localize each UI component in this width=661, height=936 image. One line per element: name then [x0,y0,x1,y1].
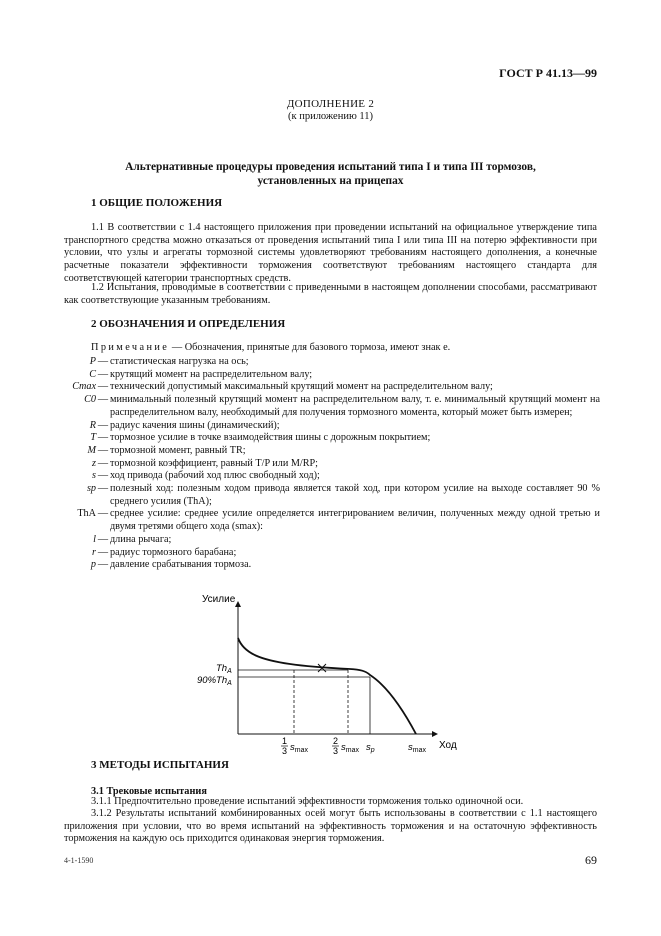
two-thirds-numerator: 2 [333,736,339,746]
subsection-3-1-heading: 3.1 Трековые испытания [91,786,207,797]
y-axis-label: Усилие [202,594,236,605]
paragraph-1-2: 1.2 Испытания, проводимые в соответствии с приведенными в настоящем дополнении способами, рассматривают как соответствующие указанным требованиям. [64,282,597,306]
definition-item: M — тормозной момент, равный TR; [60,445,600,458]
definition-symbol: C [89,368,96,380]
x-axis-label: Ход [439,740,457,751]
appendix-title: ДОПОЛНЕНИЕ 2 [286,98,375,110]
definition-item: Cmax — технический допустимый максимальный крутящий момент на распределительном валу; [60,381,600,394]
definition-item: z — тормозной коэффициент, равный T/P или M/RP; [60,458,600,471]
definition-item: s — ход привода (рабочий ход плюс свободный ход); [60,470,600,483]
document-title [64,160,597,188]
section-3-heading: 3 МЕТОДЫ ИСПЫТАНИЯ [91,759,229,771]
note-label: Примечание [91,342,170,353]
page-number: 69 [585,853,597,867]
definition-text: давление срабатывания тормоза. [110,559,252,571]
definitions-list [60,356,600,572]
definition-text: статистическая нагрузка на ось; [110,356,249,367]
definition-symbol: sp [86,483,96,495]
definition-text: технический допустимый максимальный крутящий момент на распределительном валу; [110,381,493,393]
definition-item: P — статистическая нагрузка на ось; [60,356,600,369]
definition-text: радиус качения шины (динамический); [110,419,280,431]
definition-symbol: ThA [77,508,96,520]
definition-item: p — давление срабатывания тормоза. [60,559,600,572]
document-title-line-2: установленных на прицепах [257,175,404,187]
definition-symbol: T [90,432,96,444]
one-third-smax: $s_{max}$ [290,742,308,754]
definition-text: полезный ход: полезным ходом привода является такой ход, при котором усилие на выходе составляет 90 % среднего усилия (ThA); [110,483,600,507]
definition-text: тормозной момент, равный TR; [110,444,246,456]
footer-print-code: 4-1-1590 [64,856,94,865]
definition-symbol: r [92,546,96,558]
sp-tick-label: $s_p$ [366,742,375,754]
section-2-heading: 2 ОБОЗНАЧЕНИЯ И ОПРЕДЕЛЕНИЯ [91,318,286,330]
one-third-numerator: 1 [282,736,288,746]
paragraph-1-1: 1.1 В соответствии с 1.4 настоящего приложения при проведении испытаний на официальное утверждение типа транспортного средства можно отказаться от проведения испытаний типа I или типа III на потерю эффективности при условии, что узлы и агрегаты тормозной системы удовлетворяют требованиям настоящего дополнения, а конечные расчетные показатели эффективности торможения соответствуют требованиям настоящего стандарта для соответствующей категории транспортных средств. [64,222,597,284]
two-thirds-denominator: 3 [333,746,339,756]
definition-text: радиус тормозного барабана; [110,546,237,558]
definition-item: R — радиус качения шины (динамический); [60,420,600,433]
definition-text: тормозной коэффициент, равный T/P или M/RP; [110,457,318,469]
definition-item: r — радиус тормозного барабана; [60,547,600,560]
definition-symbol: C0 [84,394,96,406]
definition-item: ThA — среднее усилие: среднее усилие определяется интегрированием величин, полученных между одной третью и двумя третями общего хода (smax): [60,508,600,533]
definition-item: T — тормозное усилие в точке взаимодействия шины с дорожным покрытием; [60,432,600,445]
ninety-percent-tha-tick-label: $90\%Th_A$ [197,675,232,687]
document-title-line-1: Альтернативные процедуры проведения испытаний типа I и типа III тормозов, [125,161,536,173]
note [91,342,450,353]
definition-symbol: z [92,457,96,469]
definition-symbol: s [92,470,96,482]
smax-tick-label: $s_{max}$ [408,742,426,754]
force-curve [238,638,416,734]
paragraph-3-1-2: 3.1.2 Результаты испытаний комбинированных осей могут быть использованы в соответствии с 1.1 настоящего приложения при условии, что во время испытаний на эффективность торможения и на остаточную эффективность торможения на каждую ось приходится одинаковая энергия торможения. [64,808,597,845]
definition-symbol: l [93,533,96,545]
definition-symbol: M [87,444,96,456]
force-stroke-diagram [180,588,480,756]
definition-item: C0 — минимальный полезный крутящий момент на распределительном валу, т. е. минимальный крутящий момент на распределительном валу, необходимый для получения тормозного момента, который может быть измерен; [60,394,600,419]
appendix-subtitle: (к приложению 11) [287,111,374,122]
two-thirds-smax: $s_{max}$ [341,742,359,754]
definition-symbol: p [90,559,96,571]
definition-item: l — длина рычага; [60,534,600,547]
definition-text: минимальный полезный крутящий момент на распределительном валу, т. е. минимальный крутящий момент на распределительном валу, необходимый для получения тормозного момента, который может быть измерен; [110,394,600,418]
paragraph-3-1-1: 3.1.1 Предпочтительно проведение испытаний эффективности торможения только одиночной оси. [91,796,524,807]
definition-text: ход привода (рабочий ход плюс свободный ход); [110,470,320,482]
definition-item: sp — полезный ход: полезным ходом привода является такой ход, при котором усилие на выходе составляет 90 % среднего усилия (ThA); [60,483,600,508]
document-number: ГОСТ Р 41.13—99 [499,66,597,80]
definition-symbol: P [89,356,96,367]
definition-text: среднее усилие: среднее усилие определяется интегрированием величин, полученных между одной третью и двумя третями общего хода (smax): [110,508,600,533]
one-third-denominator: 3 [282,746,288,756]
note-text: — Обозначения, принятые для базового тормоза, имеют знак е. [171,342,451,353]
definition-symbol: R [89,419,96,431]
definition-symbol: Cmax [72,381,96,393]
definition-text: тормозное усилие в точке взаимодействия шины с дорожным покрытием; [110,432,431,444]
section-1-heading: 1 ОБЩИЕ ПОЛОЖЕНИЯ [91,197,223,209]
tha-tick-label: $Th_A$ [216,663,232,675]
definition-item: C — крутящий момент на распределительном валу; [60,369,600,382]
definition-text: длина рычага; [110,533,172,545]
definition-text: крутящий момент на распределительном валу; [110,368,313,380]
